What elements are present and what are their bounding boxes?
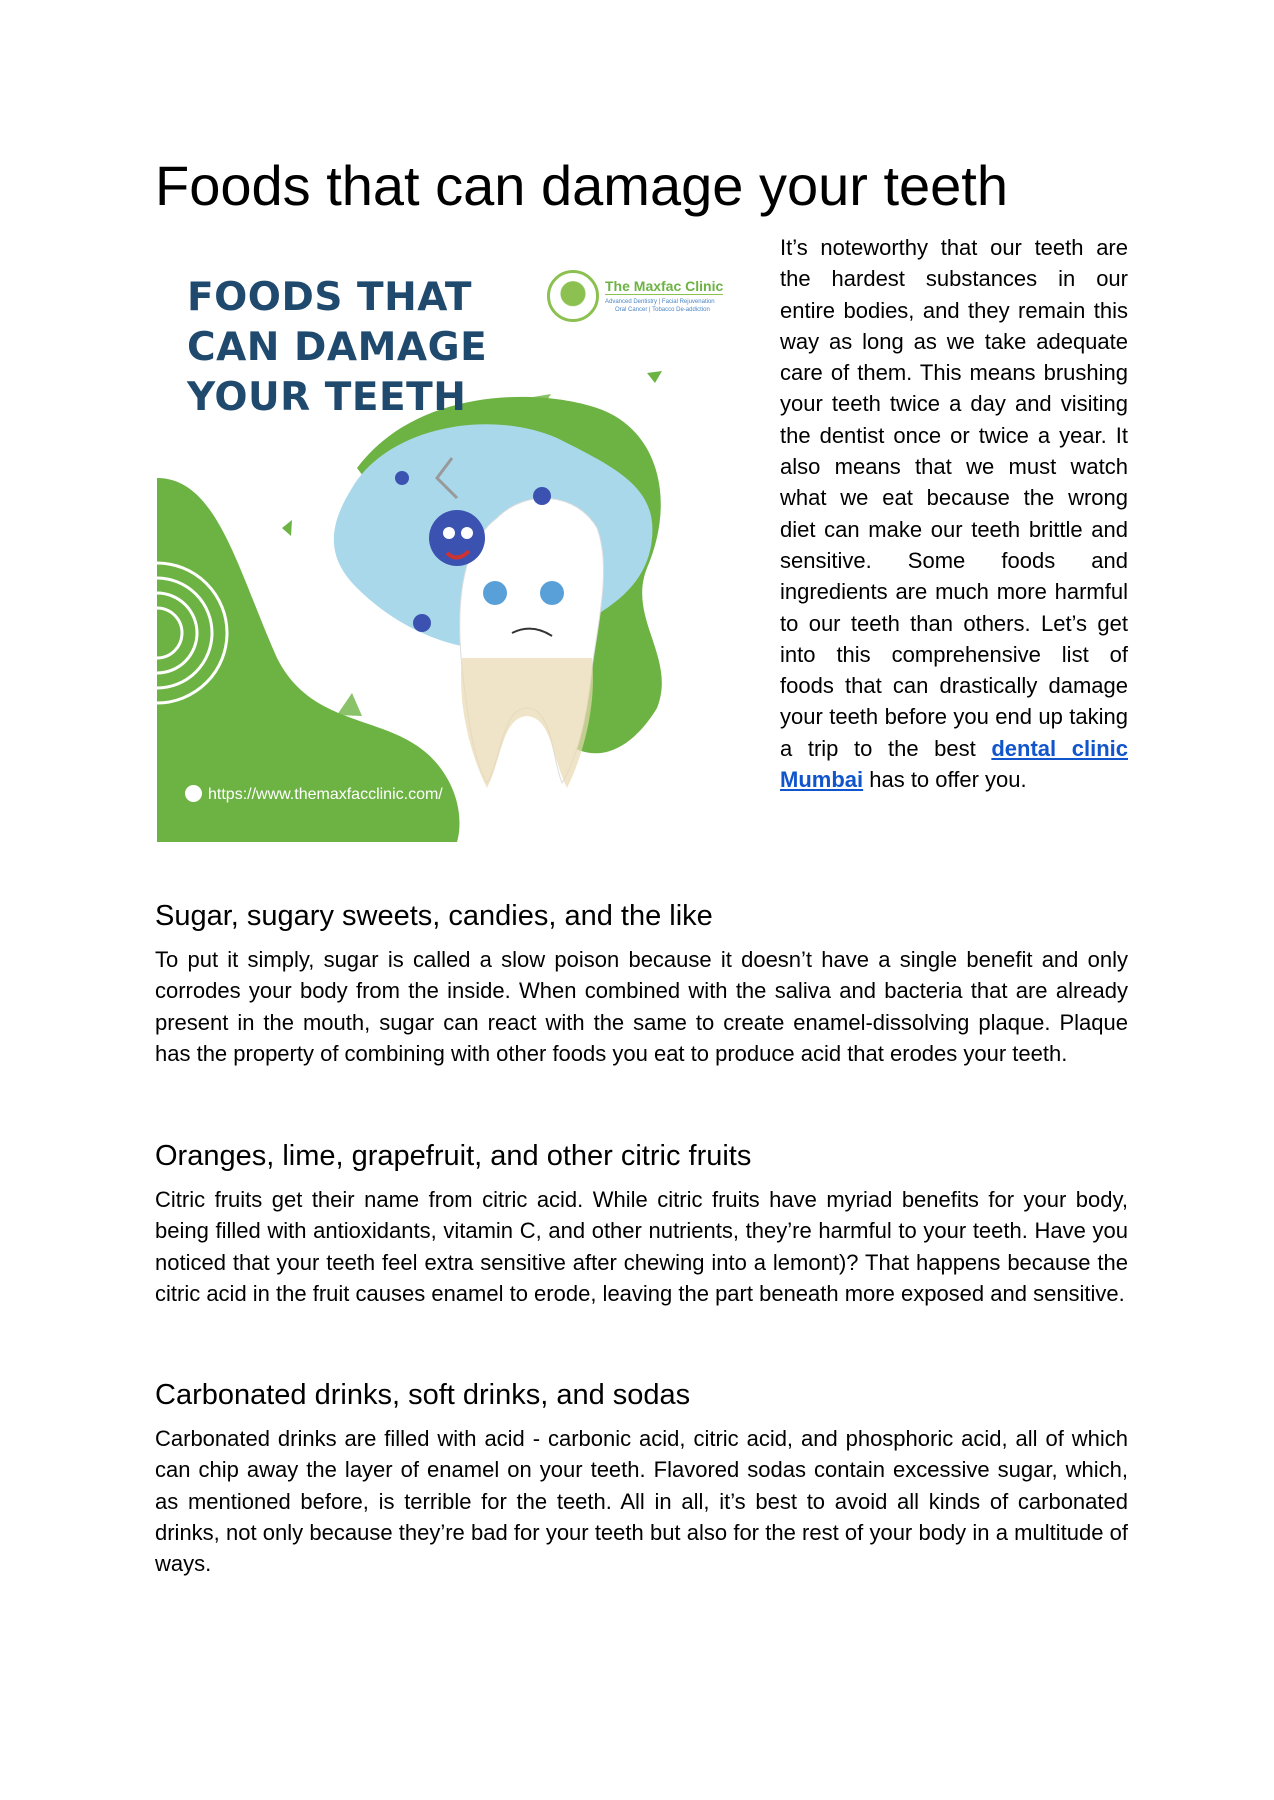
section-heading-carbonated: Carbonated drinks, soft drinks, and sodas xyxy=(155,1379,691,1411)
intro-paragraph: It’s noteworthy that our teeth are the hardest substances in our entire bodies, and they remain this way as long as we take adequate care of them. This means brushing your teeth twice a day and visiting the dentist once or twice a year. It also means that we must watch what we eat because the wrong diet can make our teeth brittle and sensitive. Some foods and ingredients are much more harmful to our teeth than others. Let’s get into this comprehensive list of foods that can drastically damage your teeth before you end up taking a trip to the best dental clinic Mumbai has to offer you. xyxy=(780,235,1128,793)
website-url: https://www.themaxfacclinic.com/ xyxy=(185,785,443,804)
clinic-logo: The Maxfac Clinic Advanced Dentistry | Facial Rejuvenation Oral Cancer | Tobacco De-addiction xyxy=(547,270,747,330)
section-body-carbonated: Carbonated drinks are filled with acid - carbonic acid, citric acid, and phosphoric acid, all of which can chip away the layer of enamel on your teeth. Flavored sodas contain excessive sugar, which, as mentioned before, is terrible for the teeth. All in all, it’s best to avoid all kinds of carbonated drinks, not only because they’re bad for your teeth but also for the rest of your body in a multitude of ways. xyxy=(155,1426,1128,1577)
dental-clinic-mumbai-link[interactable]: dental clinic Mumbai xyxy=(780,735,1128,793)
hero-illustration xyxy=(157,238,762,842)
hero-headline: FOODS THAT CAN DAMAGE YOUR TEETH xyxy=(187,275,488,420)
page-title: Foods that can damage your teeth xyxy=(155,154,1008,217)
section-body-citric: Citric fruits get their name from citric acid. While citric fruits have myriad benefits for your body, being filled with antioxidants, vitamin C, and other nutrients, they’re harmful to your teeth. Have you noticed that your teeth feel extra sensitive after chewing into a lemont)? That happens because the citric acid in the fruit causes enamel to erode, leaving the part beneath more exposed and sensitive. xyxy=(155,1187,1128,1306)
globe-icon xyxy=(185,785,202,802)
section-body-sugar: To put it simply, sugar is called a slow poison because it doesn’t have a single benefit and only corrodes your body from the inside. When combined with the saliva and bacteria that are already present in the mouth, sugar can react with the same to create enamel-dissolving plaque. Plaque has the property of combining with other foods you eat to produce acid that erodes your teeth. xyxy=(155,947,1128,1066)
section-heading-sugar: Sugar, sugary sweets, candies, and the like xyxy=(155,900,713,932)
tooth-logo-icon xyxy=(547,270,599,322)
section-heading-citric: Oranges, lime, grapefruit, and other citric fruits xyxy=(155,1140,752,1172)
